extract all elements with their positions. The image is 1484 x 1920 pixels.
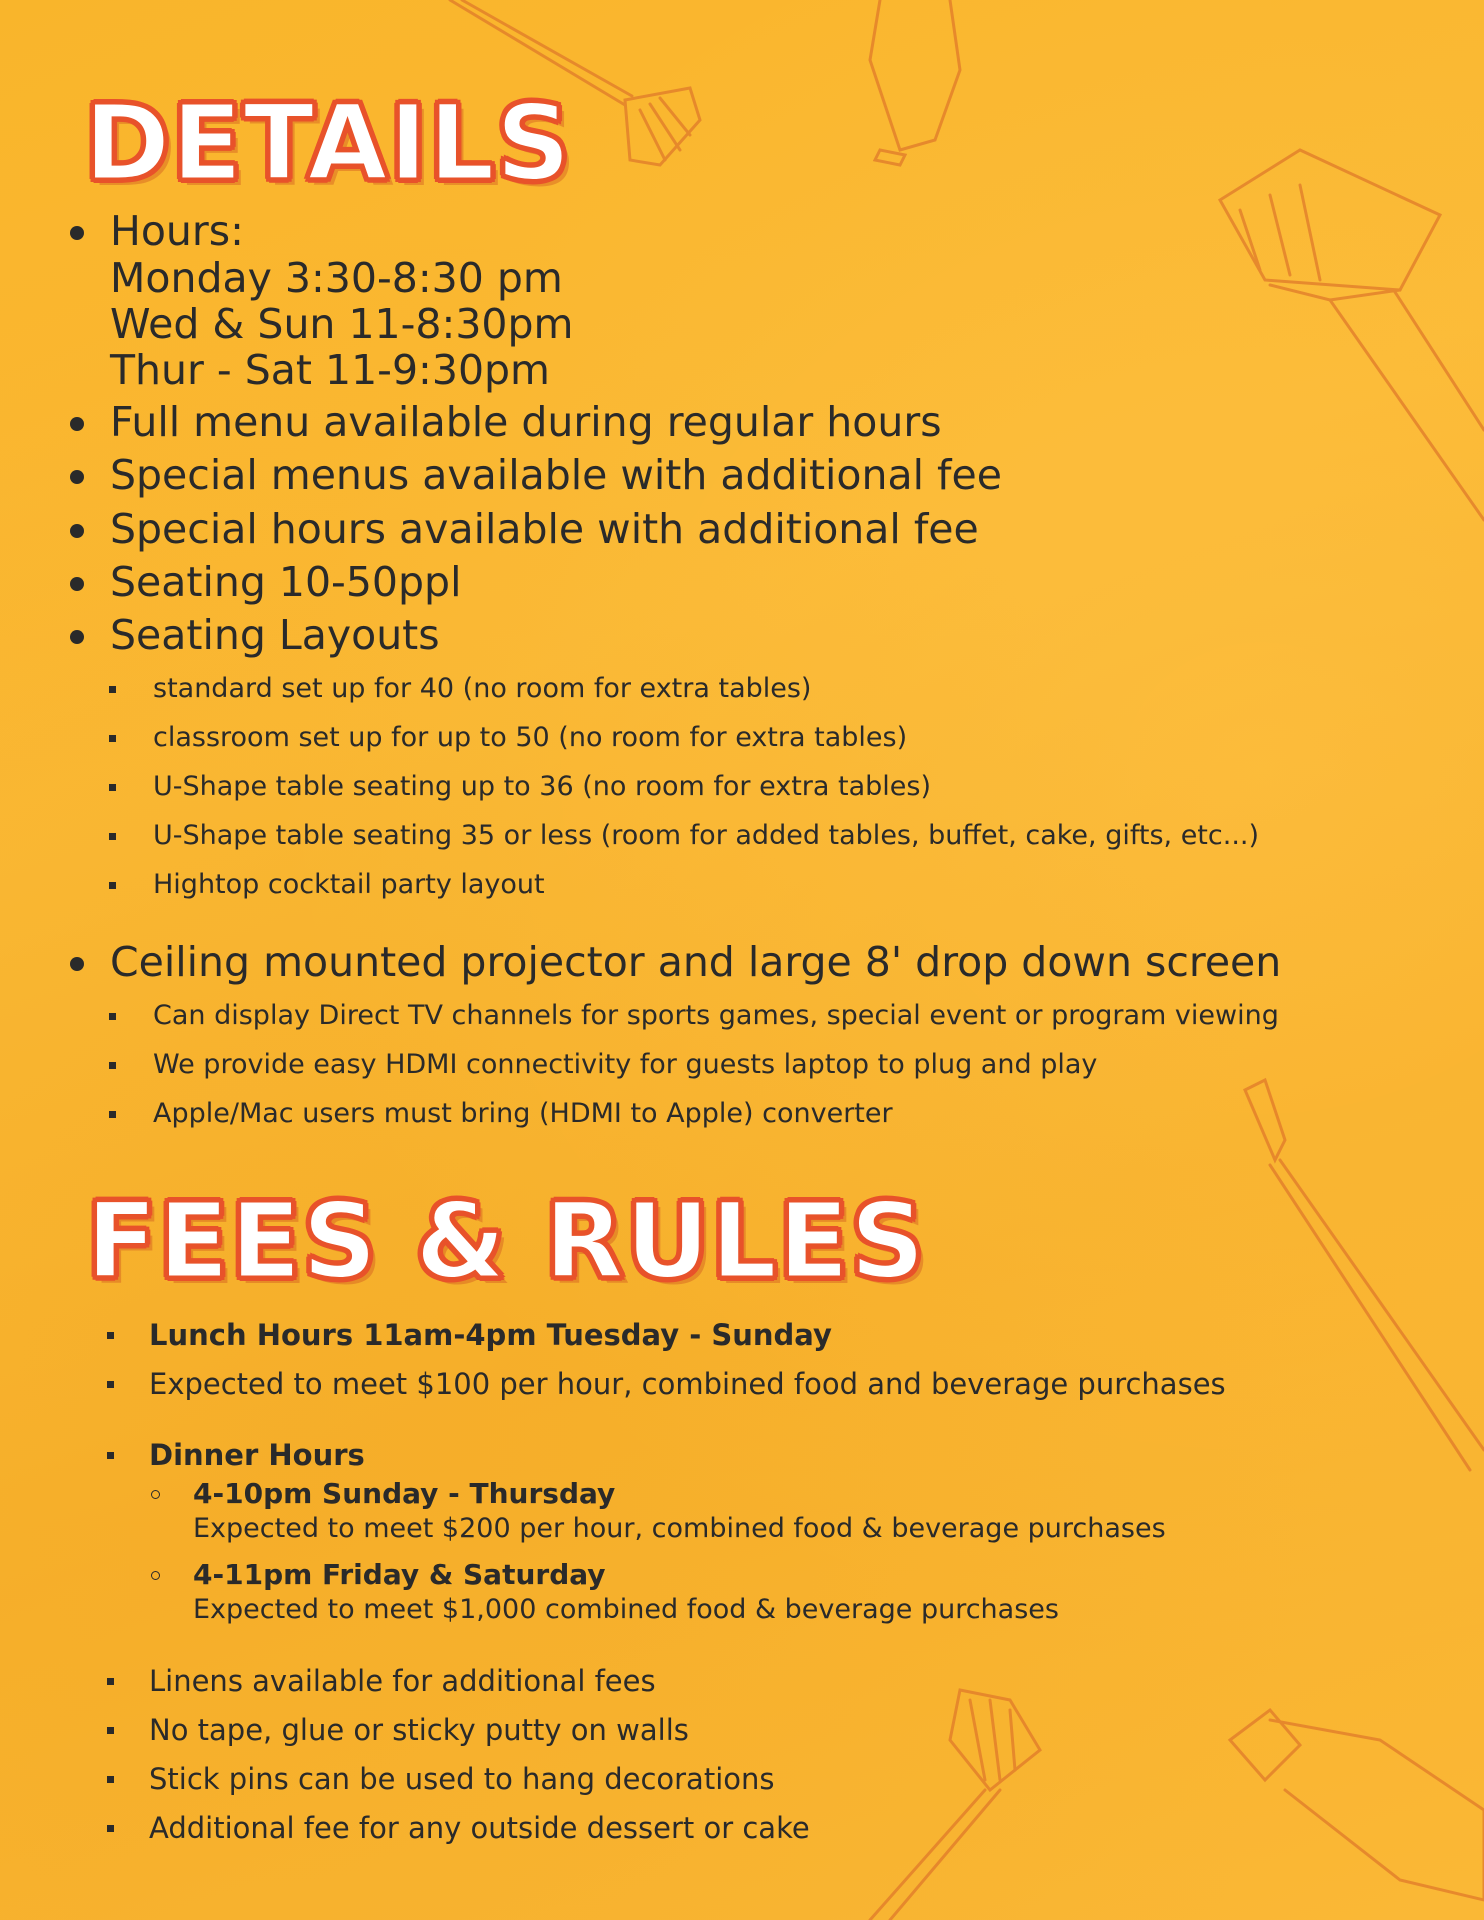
bottom-fan-brush-icon bbox=[870, 1690, 1040, 1920]
layout-item: U-Shape table seating 35 or less (room for added tables, buffet, cake, gifts, etc...) bbox=[153, 820, 1260, 851]
detail-item: Seating 10-50ppl bbox=[110, 558, 462, 606]
layout-item: standard set up for 40 (no room for extra tables) bbox=[153, 673, 812, 704]
rule-item: Additional fee for any outside dessert or cake bbox=[149, 1811, 810, 1845]
detail-item: Full menu available during regular hours bbox=[110, 398, 942, 446]
hours-wed-sun: Wed & Sun 11-8:30pm bbox=[110, 300, 574, 348]
details-heading: DETAILS bbox=[84, 82, 572, 204]
flat-brush-icon bbox=[1220, 150, 1484, 520]
rule-item: Linens available for additional fees bbox=[149, 1664, 656, 1698]
layout-item: classroom set up for up to 50 (no room for extra tables) bbox=[153, 722, 908, 753]
detail-item: Special hours available with additional fee bbox=[110, 505, 979, 553]
detail-item: Seating Layouts bbox=[110, 611, 440, 659]
hours-monday: Monday 3:30-8:30 pm bbox=[110, 254, 563, 302]
hours-label: Hours: bbox=[110, 207, 244, 255]
bottom-paint-tube-icon bbox=[1230, 1710, 1484, 1900]
dinner-hours-heading: Dinner Hours bbox=[149, 1438, 365, 1472]
rule-item: No tape, glue or sticky putty on walls bbox=[149, 1713, 689, 1747]
projector-note: Apple/Mac users must bring (HDMI to Apple) converter bbox=[153, 1098, 893, 1129]
thin-brush-icon bbox=[1245, 1080, 1484, 1470]
dinner-fri-sat-note: Expected to meet $1,000 combined food & beverage purchases bbox=[193, 1594, 1059, 1625]
dinner-sun-thu: 4-10pm Sunday - Thursday bbox=[193, 1477, 616, 1510]
hours-thu-sat: Thur - Sat 11-9:30pm bbox=[110, 346, 550, 394]
projector-note: We provide easy HDMI connectivity for guests laptop to plug and play bbox=[153, 1049, 1098, 1080]
layout-item: Hightop cocktail party layout bbox=[153, 869, 545, 900]
paint-tube-icon bbox=[870, 0, 960, 165]
rule-item: Stick pins can be used to hang decorations bbox=[149, 1762, 775, 1796]
fees-rules-heading: FEES & RULES bbox=[86, 1180, 926, 1302]
layout-item: U-Shape table seating up to 36 (no room for extra tables) bbox=[153, 771, 932, 802]
projector-item: Ceiling mounted projector and large 8' drop down screen bbox=[110, 938, 1282, 986]
projector-note: Can display Direct TV channels for sports games, special event or program viewing bbox=[153, 1000, 1279, 1031]
dinner-sun-thu-note: Expected to meet $200 per hour, combined food & beverage purchases bbox=[193, 1513, 1166, 1544]
dinner-fri-sat: 4-11pm Friday & Saturday bbox=[193, 1558, 606, 1591]
lunch-hours-heading: Lunch Hours 11am-4pm Tuesday - Sunday bbox=[149, 1318, 832, 1352]
detail-item: Special menus available with additional fee bbox=[110, 451, 1002, 499]
lunch-hours-note: Expected to meet $100 per hour, combined food and beverage purchases bbox=[149, 1367, 1226, 1401]
